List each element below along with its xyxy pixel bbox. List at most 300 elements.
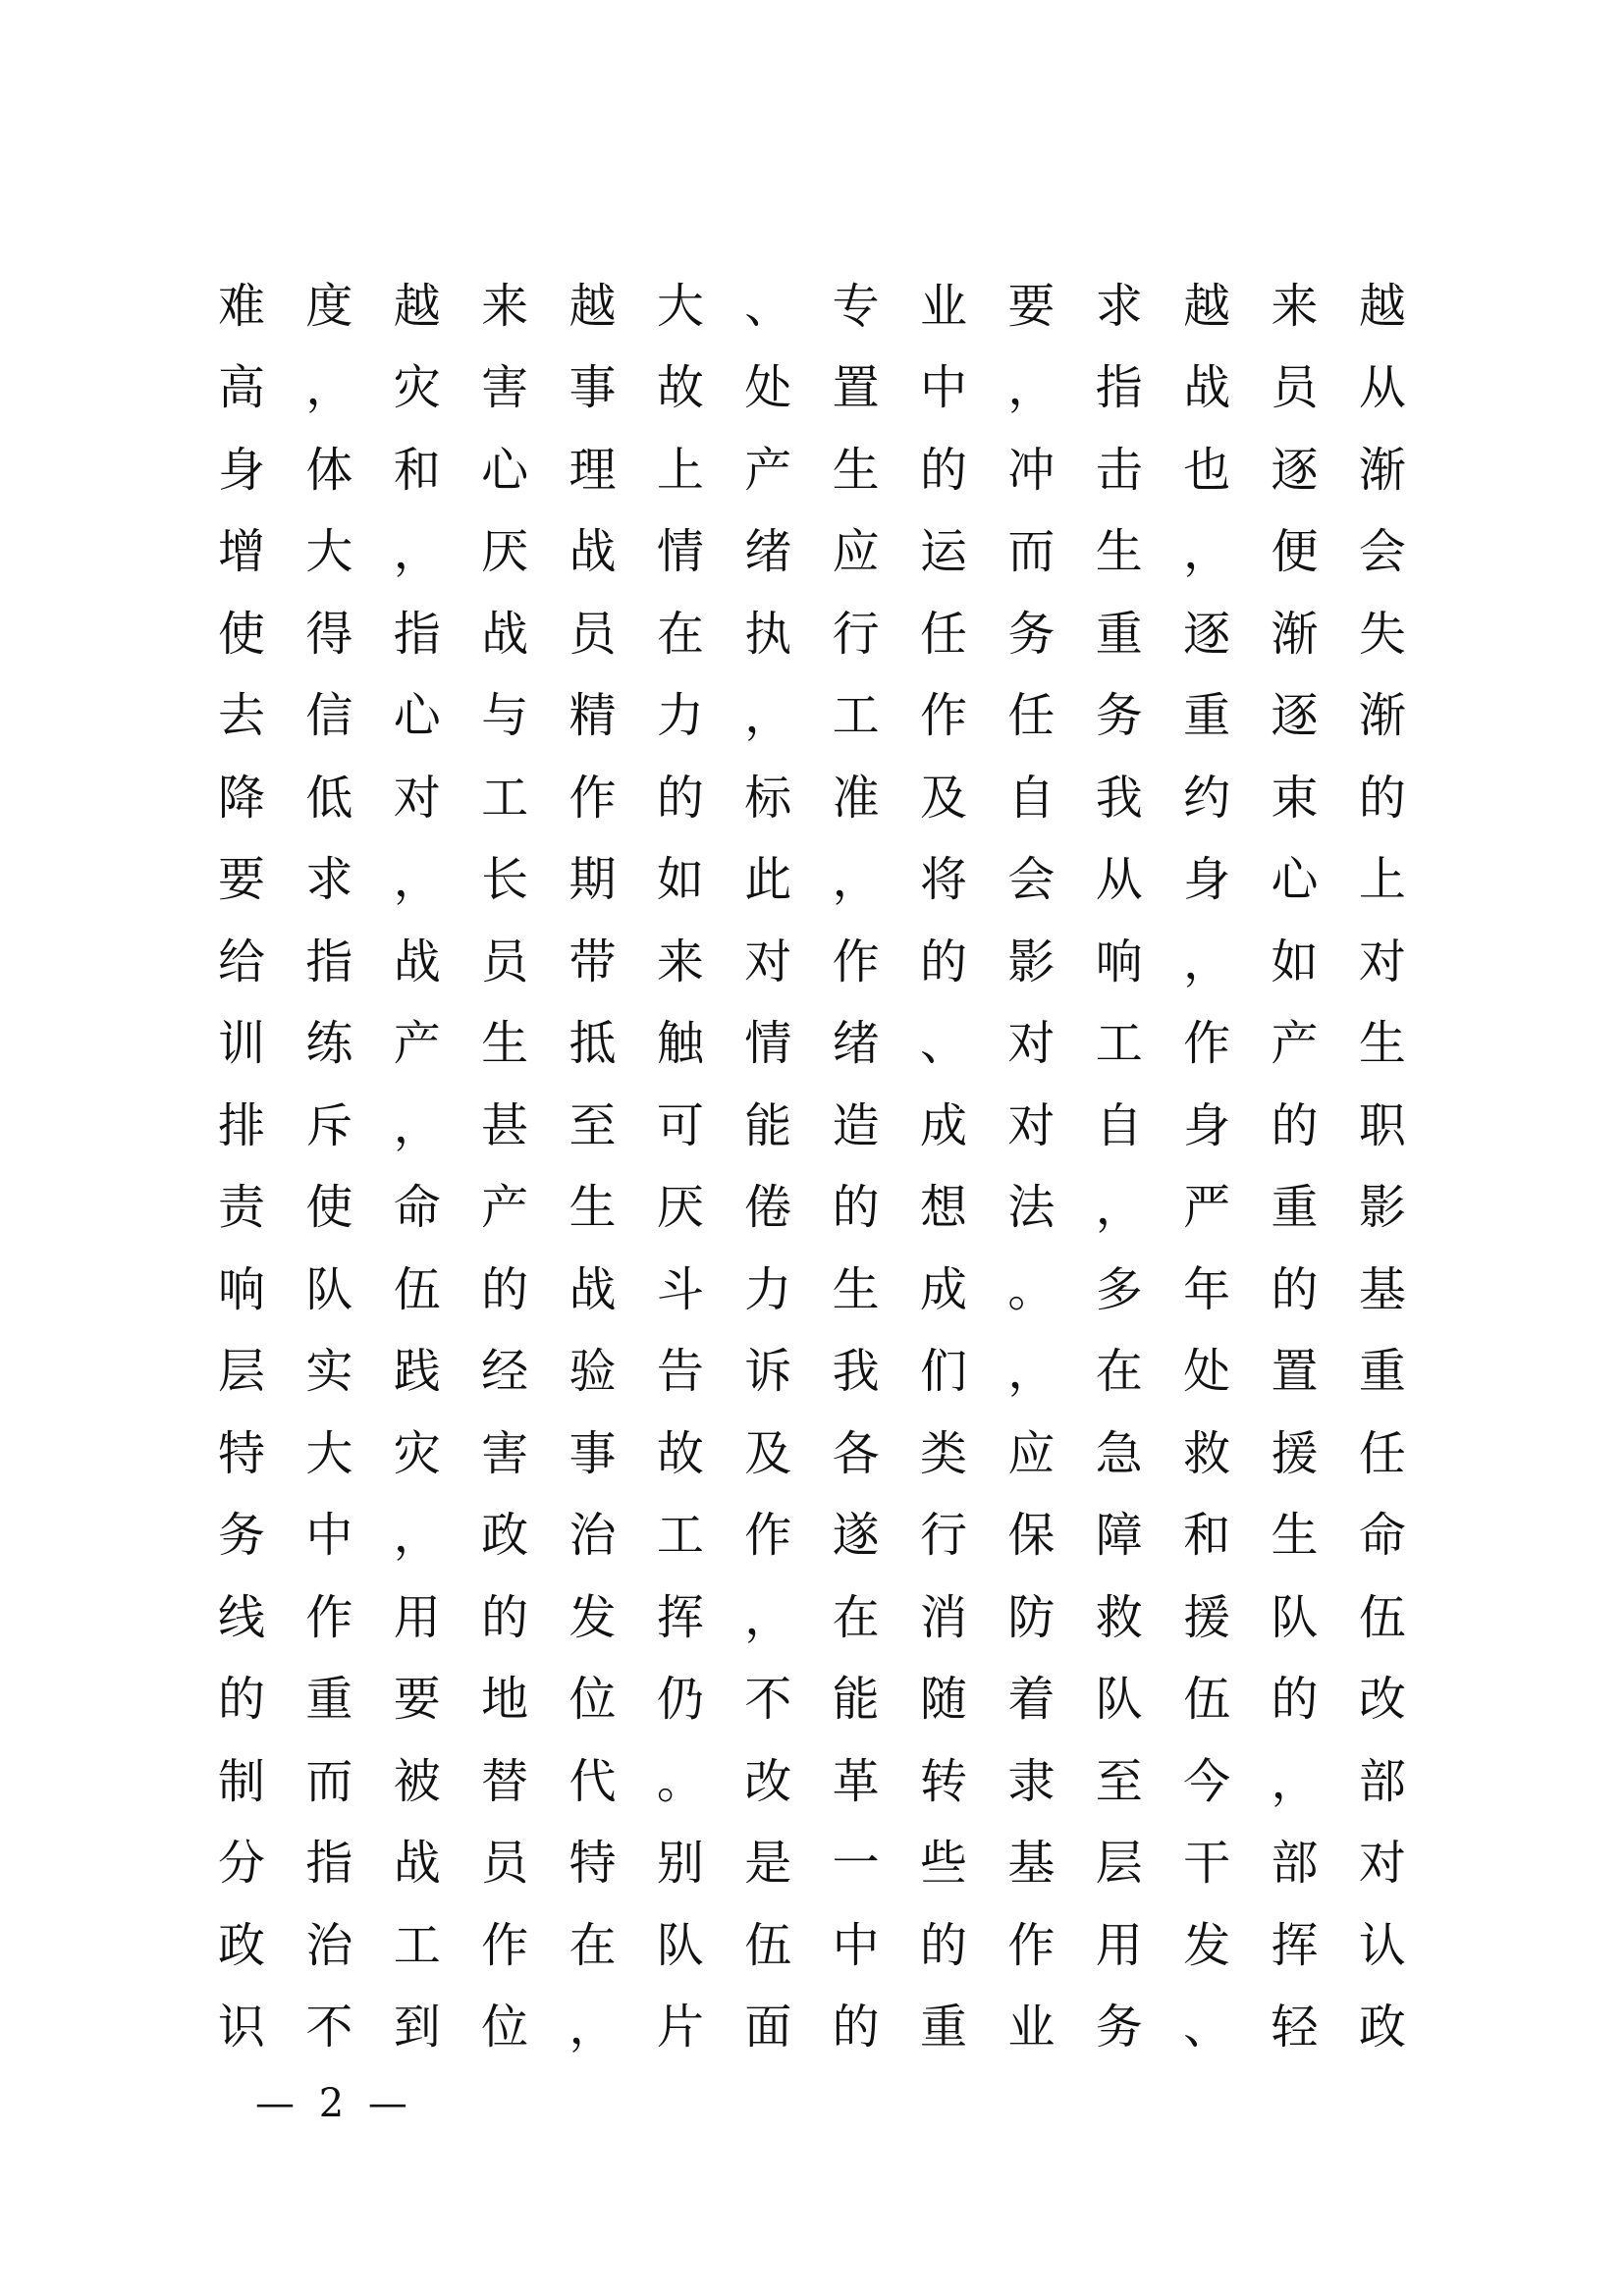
text-char: 响 bbox=[1095, 934, 1143, 989]
text-char: 影 bbox=[1358, 1180, 1406, 1236]
text-char: 用 bbox=[393, 1589, 441, 1645]
text-char: 高 bbox=[218, 360, 266, 416]
text-char: 心 bbox=[481, 442, 529, 498]
text-char: 的 bbox=[1271, 1672, 1319, 1728]
text-char: 任 bbox=[1007, 688, 1056, 744]
text-char: 生 bbox=[832, 442, 880, 498]
text-char: 大 bbox=[305, 524, 353, 580]
text-char: 改 bbox=[744, 1753, 792, 1809]
text-char: 作 bbox=[568, 770, 617, 826]
text-char: 伍 bbox=[744, 1917, 792, 1973]
text-char: 会 bbox=[1358, 524, 1406, 580]
text-line bbox=[218, 1167, 1406, 1250]
text-char: 基 bbox=[1358, 1261, 1406, 1317]
text-char: 的 bbox=[481, 1589, 529, 1645]
text-char: 的 bbox=[1271, 1097, 1319, 1153]
text-char: 指 bbox=[305, 934, 353, 989]
text-char: ， bbox=[393, 1097, 441, 1153]
text-char: 应 bbox=[832, 524, 880, 580]
text-char: 越 bbox=[1183, 278, 1231, 334]
text-char: 认 bbox=[1358, 1917, 1406, 1973]
text-char: 员 bbox=[1271, 360, 1319, 416]
text-char: 命 bbox=[1358, 1508, 1406, 1564]
text-char: 力 bbox=[744, 1261, 792, 1317]
text-char: 的 bbox=[832, 2000, 880, 2056]
text-char: 灾 bbox=[393, 1425, 441, 1481]
text-char: 求 bbox=[1095, 278, 1143, 334]
text-line bbox=[218, 1249, 1406, 1331]
text-char: 今 bbox=[1183, 1753, 1231, 1809]
text-char: 对 bbox=[1007, 1016, 1056, 1072]
text-char: 消 bbox=[920, 1589, 968, 1645]
text-char: 员 bbox=[481, 934, 529, 989]
text-char: 作 bbox=[832, 934, 880, 989]
text-char: 的 bbox=[920, 934, 968, 989]
text-char: 如 bbox=[1271, 934, 1319, 989]
text-line bbox=[218, 1495, 1406, 1577]
text-char: 片 bbox=[656, 2000, 704, 2056]
text-line bbox=[218, 511, 1406, 594]
text-char: 防 bbox=[1007, 1589, 1056, 1645]
text-char: 障 bbox=[1095, 1508, 1143, 1564]
text-char: 、 bbox=[1183, 2000, 1231, 2056]
text-char: 仍 bbox=[656, 1672, 704, 1728]
text-char: 逐 bbox=[1271, 688, 1319, 744]
text-char: 重 bbox=[1183, 688, 1231, 744]
text-char: 隶 bbox=[1007, 1753, 1056, 1809]
text-char: 至 bbox=[1095, 1753, 1143, 1809]
text-char: 能 bbox=[832, 1672, 880, 1728]
text-char: 些 bbox=[920, 1836, 968, 1892]
text-char: 带 bbox=[568, 934, 617, 989]
text-char: 束 bbox=[1271, 770, 1319, 826]
text-char: 的 bbox=[481, 1261, 529, 1317]
text-char: 甚 bbox=[481, 1097, 529, 1153]
text-char: 排 bbox=[218, 1097, 266, 1153]
text-char: 渐 bbox=[1271, 606, 1319, 662]
text-char: 挥 bbox=[656, 1589, 704, 1645]
text-char: 标 bbox=[744, 770, 792, 826]
text-char: ， bbox=[1095, 1180, 1143, 1236]
text-char: 来 bbox=[1271, 278, 1319, 334]
text-char: ， bbox=[1007, 1344, 1056, 1400]
text-char: 产 bbox=[744, 442, 792, 498]
text-char: 厌 bbox=[481, 524, 529, 580]
text-char: 制 bbox=[218, 1753, 266, 1809]
text-char: 不 bbox=[744, 1672, 792, 1728]
text-char: 的 bbox=[920, 442, 968, 498]
text-char: 队 bbox=[1095, 1672, 1143, 1728]
text-char: 生 bbox=[568, 1180, 617, 1236]
text-char: 面 bbox=[744, 2000, 792, 2056]
text-char: 伍 bbox=[1183, 1672, 1231, 1728]
text-char: 来 bbox=[656, 934, 704, 989]
text-char: 践 bbox=[393, 1344, 441, 1400]
text-char: 从 bbox=[1095, 852, 1143, 908]
text-char: 大 bbox=[305, 1425, 353, 1481]
text-char: 便 bbox=[1271, 524, 1319, 580]
text-char: 们 bbox=[920, 1344, 968, 1400]
text-char: 工 bbox=[1095, 1016, 1143, 1072]
text-char: 而 bbox=[1007, 524, 1056, 580]
body-text bbox=[218, 265, 1406, 2068]
text-char: 逐 bbox=[1183, 606, 1231, 662]
text-char: 逐 bbox=[1271, 442, 1319, 498]
text-char: 斗 bbox=[656, 1261, 704, 1317]
text-char: 也 bbox=[1183, 442, 1231, 498]
text-char: 战 bbox=[481, 606, 529, 662]
text-char: 位 bbox=[568, 1672, 617, 1728]
text-char: 特 bbox=[568, 1836, 617, 1892]
text-char: 重 bbox=[305, 1672, 353, 1728]
text-char: 响 bbox=[218, 1261, 266, 1317]
text-line bbox=[218, 1904, 1406, 1987]
text-char: 发 bbox=[1183, 1917, 1231, 1973]
text-char: 中 bbox=[920, 360, 968, 416]
text-char: 中 bbox=[832, 1917, 880, 1973]
text-char: ， bbox=[744, 1589, 792, 1645]
text-char: 造 bbox=[832, 1097, 880, 1153]
text-line bbox=[218, 1823, 1406, 1905]
text-char: 将 bbox=[920, 852, 968, 908]
text-char: 要 bbox=[218, 852, 266, 908]
text-char: 度 bbox=[305, 278, 353, 334]
text-char: 对 bbox=[393, 770, 441, 826]
text-char: 革 bbox=[832, 1753, 880, 1809]
text-char: 指 bbox=[393, 606, 441, 662]
text-char: 政 bbox=[218, 1917, 266, 1973]
text-char: 去 bbox=[218, 688, 266, 744]
text-char: 击 bbox=[1095, 442, 1143, 498]
text-char: 增 bbox=[218, 524, 266, 580]
text-char: 不 bbox=[305, 2000, 353, 2056]
text-char: 多 bbox=[1095, 1261, 1143, 1317]
text-char: 的 bbox=[1271, 1261, 1319, 1317]
text-char: 类 bbox=[920, 1425, 968, 1481]
text-char: 重 bbox=[920, 2000, 968, 2056]
text-char: 着 bbox=[1007, 1672, 1056, 1728]
text-char: 生 bbox=[1358, 1016, 1406, 1072]
text-char: ， bbox=[832, 852, 880, 908]
text-char: ， bbox=[393, 1508, 441, 1564]
text-char: ， bbox=[568, 2000, 617, 2056]
text-line bbox=[218, 1659, 1406, 1741]
text-char: 识 bbox=[218, 2000, 266, 2056]
text-char: 生 bbox=[1095, 524, 1143, 580]
text-char: 员 bbox=[568, 606, 617, 662]
text-char: 、 bbox=[920, 1016, 968, 1072]
text-char: 在 bbox=[656, 606, 704, 662]
text-char: 使 bbox=[218, 606, 266, 662]
text-char: 作 bbox=[1183, 1016, 1231, 1072]
text-char: 长 bbox=[481, 852, 529, 908]
text-char: 任 bbox=[1358, 1425, 1406, 1481]
text-char: 大 bbox=[656, 278, 704, 334]
text-char: 干 bbox=[1183, 1836, 1231, 1892]
text-char: 战 bbox=[568, 1261, 617, 1317]
text-char: 法 bbox=[1007, 1180, 1056, 1236]
text-char: 对 bbox=[1007, 1097, 1056, 1153]
text-char: 和 bbox=[393, 442, 441, 498]
text-char: 工 bbox=[393, 1917, 441, 1973]
text-char: 政 bbox=[481, 1508, 529, 1564]
text-char: 层 bbox=[1095, 1836, 1143, 1892]
text-char: 战 bbox=[393, 934, 441, 989]
text-char: 用 bbox=[1095, 1917, 1143, 1973]
text-char: 任 bbox=[920, 606, 968, 662]
text-char: 发 bbox=[568, 1589, 617, 1645]
text-char: 产 bbox=[1271, 1016, 1319, 1072]
text-char: 降 bbox=[218, 770, 266, 826]
text-char: 在 bbox=[832, 1589, 880, 1645]
text-char: 自 bbox=[1095, 1097, 1143, 1153]
text-char: 难 bbox=[218, 278, 266, 334]
text-line bbox=[218, 1576, 1406, 1659]
text-line bbox=[218, 429, 1406, 511]
text-char: 会 bbox=[1007, 852, 1056, 908]
text-char: 到 bbox=[393, 2000, 441, 2056]
text-char: 如 bbox=[656, 852, 704, 908]
text-char: 情 bbox=[744, 1016, 792, 1072]
text-char: 战 bbox=[393, 1836, 441, 1892]
text-char: 期 bbox=[568, 852, 617, 908]
text-char: 重 bbox=[1095, 606, 1143, 662]
text-char: 特 bbox=[218, 1425, 266, 1481]
text-line bbox=[218, 265, 1406, 347]
text-char: 至 bbox=[568, 1097, 617, 1153]
text-char: 职 bbox=[1358, 1097, 1406, 1153]
text-char: 遂 bbox=[832, 1508, 880, 1564]
text-char: 身 bbox=[1183, 852, 1231, 908]
text-char: 务 bbox=[1095, 2000, 1143, 2056]
text-line bbox=[218, 921, 1406, 1003]
text-char: 队 bbox=[656, 1917, 704, 1973]
text-char: 信 bbox=[305, 688, 353, 744]
text-char: 从 bbox=[1358, 360, 1406, 416]
text-char: 体 bbox=[305, 442, 353, 498]
text-char: 的 bbox=[920, 1917, 968, 1973]
text-char: 失 bbox=[1358, 606, 1406, 662]
text-char: 力 bbox=[656, 688, 704, 744]
text-char: 员 bbox=[481, 1836, 529, 1892]
text-char: 触 bbox=[656, 1016, 704, 1072]
text-char: 害 bbox=[481, 1425, 529, 1481]
text-char: 战 bbox=[1183, 360, 1231, 416]
text-char: 上 bbox=[1358, 852, 1406, 908]
text-char: 线 bbox=[218, 1589, 266, 1645]
text-char: 分 bbox=[218, 1836, 266, 1892]
text-char: 置 bbox=[832, 360, 880, 416]
text-line bbox=[218, 1987, 1406, 2069]
text-char: 。 bbox=[1007, 1261, 1056, 1317]
text-char: 身 bbox=[218, 442, 266, 498]
text-line bbox=[218, 1085, 1406, 1167]
text-char: 对 bbox=[1358, 934, 1406, 989]
text-char: 代 bbox=[568, 1753, 617, 1809]
text-char: 此 bbox=[744, 852, 792, 908]
text-line bbox=[218, 1331, 1406, 1414]
text-char: ， bbox=[393, 524, 441, 580]
text-char: 务 bbox=[1095, 688, 1143, 744]
text-char: 作 bbox=[305, 1589, 353, 1645]
text-char: 专 bbox=[832, 278, 880, 334]
text-char: 与 bbox=[481, 688, 529, 744]
text-char: 。 bbox=[656, 1753, 704, 1809]
text-char: 作 bbox=[920, 688, 968, 744]
text-char: 保 bbox=[1007, 1508, 1056, 1564]
text-char: 置 bbox=[1271, 1344, 1319, 1400]
text-char: 重 bbox=[1358, 1344, 1406, 1400]
text-char: 的 bbox=[656, 770, 704, 826]
text-char: 可 bbox=[656, 1097, 704, 1153]
text-char: 越 bbox=[1358, 278, 1406, 334]
text-char: 冲 bbox=[1007, 442, 1056, 498]
text-char: 成 bbox=[920, 1097, 968, 1153]
text-char: 理 bbox=[568, 442, 617, 498]
text-char: 生 bbox=[1271, 1508, 1319, 1564]
text-char: 想 bbox=[920, 1180, 968, 1236]
text-char: 生 bbox=[832, 1261, 880, 1317]
text-line bbox=[218, 1740, 1406, 1823]
text-char: 战 bbox=[568, 524, 617, 580]
text-char: 是 bbox=[744, 1836, 792, 1892]
text-char: 验 bbox=[568, 1344, 617, 1400]
text-char: 重 bbox=[1271, 1180, 1319, 1236]
text-char: 部 bbox=[1358, 1753, 1406, 1809]
text-char: 渐 bbox=[1358, 442, 1406, 498]
text-char: 指 bbox=[305, 1836, 353, 1892]
text-char: 成 bbox=[920, 1261, 968, 1317]
text-char: 中 bbox=[305, 1508, 353, 1564]
text-char: 被 bbox=[393, 1753, 441, 1809]
text-char: ， bbox=[1007, 360, 1056, 416]
text-char: 执 bbox=[744, 606, 792, 662]
text-char: 基 bbox=[1007, 1836, 1056, 1892]
text-char: 得 bbox=[305, 606, 353, 662]
text-char: 自 bbox=[1007, 770, 1056, 826]
text-char: 给 bbox=[218, 934, 266, 989]
text-char: 作 bbox=[1007, 1917, 1056, 1973]
text-char: ， bbox=[1183, 524, 1231, 580]
text-char: 训 bbox=[218, 1016, 266, 1072]
text-char: 故 bbox=[656, 360, 704, 416]
text-char: 绪 bbox=[744, 524, 792, 580]
text-char: 上 bbox=[656, 442, 704, 498]
text-char: 位 bbox=[481, 2000, 529, 2056]
text-char: 使 bbox=[305, 1180, 353, 1236]
text-char: 责 bbox=[218, 1180, 266, 1236]
text-char: 处 bbox=[1183, 1344, 1231, 1400]
text-char: 、 bbox=[744, 278, 792, 334]
text-char: 轻 bbox=[1271, 2000, 1319, 2056]
text-char: 治 bbox=[568, 1508, 617, 1564]
text-char: 急 bbox=[1095, 1425, 1143, 1481]
text-char: 我 bbox=[832, 1344, 880, 1400]
text-line bbox=[218, 1413, 1406, 1495]
text-char: 作 bbox=[481, 1917, 529, 1973]
text-char: ， bbox=[1183, 934, 1231, 989]
text-line bbox=[218, 675, 1406, 758]
text-char: 实 bbox=[305, 1344, 353, 1400]
text-char: 业 bbox=[1007, 2000, 1056, 2056]
text-char: 越 bbox=[393, 278, 441, 334]
text-char: 随 bbox=[920, 1672, 968, 1728]
text-char: 越 bbox=[568, 278, 617, 334]
text-char: 一 bbox=[832, 1836, 880, 1892]
text-char: 的 bbox=[1358, 770, 1406, 826]
text-line bbox=[218, 757, 1406, 839]
text-char: 产 bbox=[393, 1016, 441, 1072]
text-char: 告 bbox=[656, 1344, 704, 1400]
text-char: 行 bbox=[920, 1508, 968, 1564]
text-char: 应 bbox=[1007, 1425, 1056, 1481]
text-line bbox=[218, 1003, 1406, 1086]
text-char: 事 bbox=[568, 360, 617, 416]
text-char: 来 bbox=[481, 278, 529, 334]
text-char: 练 bbox=[305, 1016, 353, 1072]
text-char: 援 bbox=[1271, 1425, 1319, 1481]
text-char: 求 bbox=[305, 852, 353, 908]
text-char: 对 bbox=[1358, 1836, 1406, 1892]
text-char: 身 bbox=[1183, 1097, 1231, 1153]
text-char: 救 bbox=[1095, 1589, 1143, 1645]
text-char: 运 bbox=[920, 524, 968, 580]
text-char: 准 bbox=[832, 770, 880, 826]
text-char: 替 bbox=[481, 1753, 529, 1809]
text-char: 倦 bbox=[744, 1180, 792, 1236]
text-char: 灾 bbox=[393, 360, 441, 416]
text-char: 故 bbox=[656, 1425, 704, 1481]
text-char: 能 bbox=[744, 1097, 792, 1153]
text-char: 及 bbox=[920, 770, 968, 826]
text-char: 对 bbox=[744, 934, 792, 989]
text-char: 和 bbox=[1183, 1508, 1231, 1564]
text-line bbox=[218, 347, 1406, 430]
text-char: 的 bbox=[832, 1180, 880, 1236]
text-char: 经 bbox=[481, 1344, 529, 1400]
text-char: 而 bbox=[305, 1753, 353, 1809]
text-char: 地 bbox=[481, 1672, 529, 1728]
text-char: 别 bbox=[656, 1836, 704, 1892]
text-char: 情 bbox=[656, 524, 704, 580]
page-number: — 2 — bbox=[255, 2081, 413, 2126]
text-char: 务 bbox=[1007, 606, 1056, 662]
text-char: 命 bbox=[393, 1180, 441, 1236]
text-char: 治 bbox=[305, 1917, 353, 1973]
text-char: 援 bbox=[1183, 1589, 1231, 1645]
text-char: 工 bbox=[481, 770, 529, 826]
text-line bbox=[218, 839, 1406, 922]
text-char: 诉 bbox=[744, 1344, 792, 1400]
text-char: 厌 bbox=[656, 1180, 704, 1236]
text-char: 的 bbox=[218, 1672, 266, 1728]
text-char: ， bbox=[305, 360, 353, 416]
text-char: 我 bbox=[1095, 770, 1143, 826]
text-char: 处 bbox=[744, 360, 792, 416]
text-char: 要 bbox=[393, 1672, 441, 1728]
text-char: 害 bbox=[481, 360, 529, 416]
text-char: 在 bbox=[1095, 1344, 1143, 1400]
text-char: 抵 bbox=[568, 1016, 617, 1072]
text-char: 生 bbox=[481, 1016, 529, 1072]
text-char: 心 bbox=[393, 688, 441, 744]
text-char: 改 bbox=[1358, 1672, 1406, 1728]
text-char: 产 bbox=[481, 1180, 529, 1236]
text-char: ， bbox=[744, 688, 792, 744]
text-char: 严 bbox=[1183, 1180, 1231, 1236]
text-line bbox=[218, 593, 1406, 675]
text-char: 队 bbox=[305, 1261, 353, 1317]
